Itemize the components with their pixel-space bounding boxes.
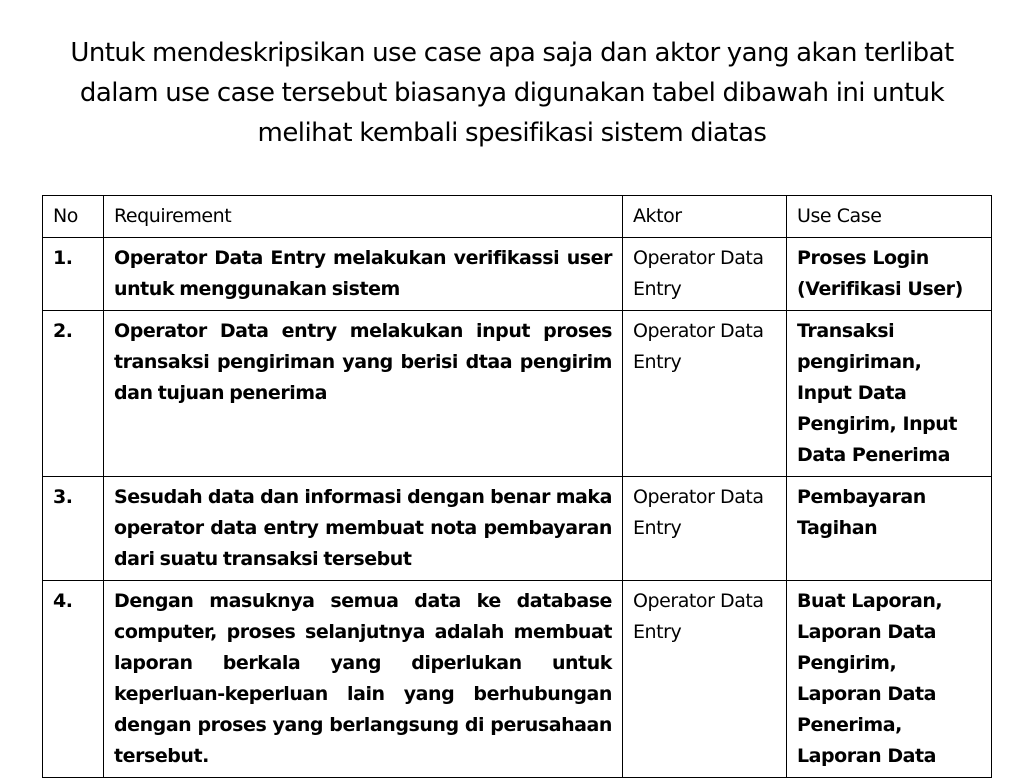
cell-no: 1. [43,238,104,311]
cell-no: 4. [43,581,104,778]
header-aktor: Aktor [623,196,787,238]
cell-no: 3. [43,477,104,581]
cell-requirement: Operator Data entry melakukan input proses transaksi pengiriman yang berisi dtaa pengirim dan tujuan penerima [104,311,623,477]
header-no: No [43,196,104,238]
table-row [43,581,992,778]
cell-aktor: Operator Data Entry [623,238,787,311]
cell-use-case: Buat Laporan, Laporan Data Pengirim, Laporan Data Penerima, Laporan Data [787,581,992,778]
header-requirement: Requirement [104,196,623,238]
cell-no: 2. [43,311,104,477]
cell-requirement: Dengan masuknya semua data ke database computer, proses selanjutnya adalah membuat laporan berkala yang diperlukan untuk keperluan-keperluan lain yang berhubungan dengan proses yang berlangsung di perusahaan tersebut. [104,581,623,778]
table-row [43,311,992,477]
cell-requirement: Sesudah data dan informasi dengan benar maka operator data entry membuat nota pembayaran dari suatu transaksi tersebut [104,477,623,581]
table-row [43,238,992,311]
cell-aktor: Operator Data Entry [623,581,787,778]
cell-use-case: Proses Login (Verifikasi User) [787,238,992,311]
cell-use-case: Transaksi pengiriman, Input Data Pengirim, Input Data Penerima [787,311,992,477]
cell-use-case: Pembayaran Tagihan [787,477,992,581]
cell-aktor: Operator Data Entry [623,477,787,581]
slide-title: Untuk mendeskripsikan use case apa saja dan aktor yang akan terlibat dalam use case tersebut biasanya digunakan tabel dibawah ini untuk melihat kembali spesifikasi sistem diatas [70,38,954,148]
header-use-case: Use Case [787,196,992,238]
cell-requirement: Operator Data Entry melakukan verifikassi user untuk menggunakan sistem [104,238,623,311]
table-row [43,477,992,581]
cell-aktor: Operator Data Entry [623,311,787,477]
use-case-table [42,195,992,778]
table-header-row [43,196,992,238]
